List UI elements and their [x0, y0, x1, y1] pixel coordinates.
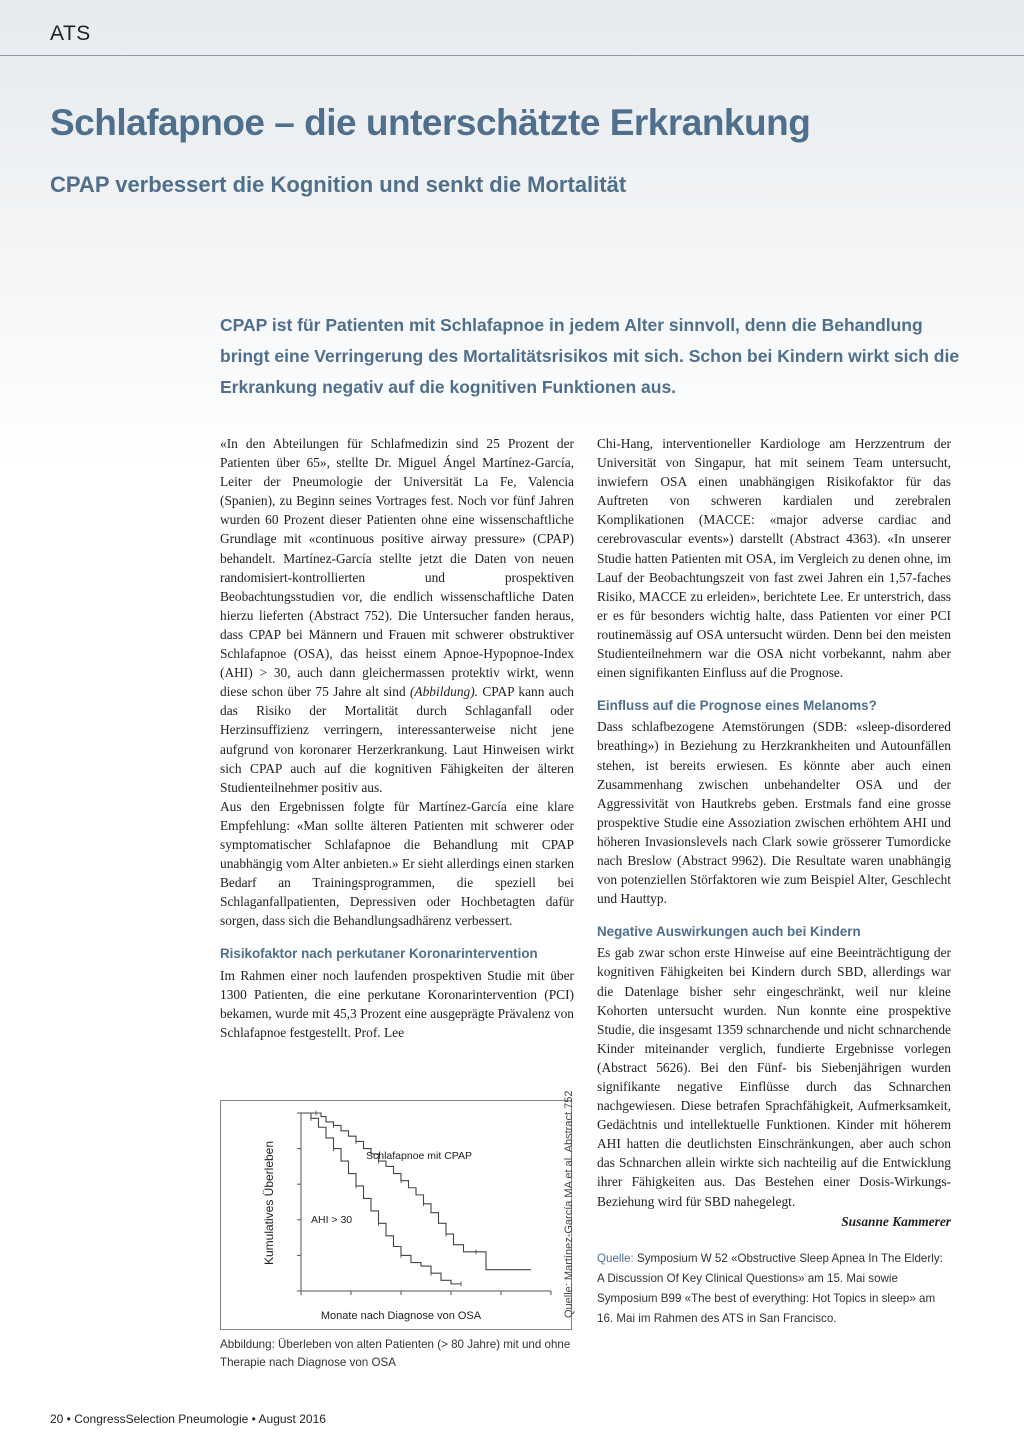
article-lead: CPAP ist für Patienten mit Schlafapnoe in jedem Alter sinnvoll, denn die Behandlung bringt eine Verringerung des Mortalitätsrisikos mit sich. Schon bei Kindern wirkt sich die Erkrankung negativ auf die kognitiven Funktionen aus.: [220, 315, 960, 397]
paragraph: Im Rahmen einer noch laufenden prospektiven Studie mit über 1300 Patienten, die eine perkutane Koronarintervention (PCI) bekamen, wurde mit 45,3 Prozent eine ausgeprägte Prävalenz von Schlafapnoe festgestellt. Prof. Lee: [220, 967, 574, 1040]
figure-caption: Abbildung: Überleben von alten Patienten (> 80 Jahre) mit und ohne Therapie nach Diagnose von OSA: [220, 1338, 571, 1369]
source-text: Symposium W 52 «Obstructive Sleep Apnea In The Elderly: A Discussion Of Key Clinical Questions» am 15. Mai sowie Symposium B99 «The best of everything: Hot Topics in sleep» am 16. Mai im Rahmen des ATS in San Francisco.: [597, 1251, 943, 1325]
source-note: [597, 1249, 951, 1329]
paragraph-text: «In den Abteilungen für Schlafmedizin sind 25 Prozent der Patienten über 65», stellte Dr. Miguel Ángel Martínez-García, Leiter der Pneumologie der Universität La Fe, Valencia (Spanien), zu Beginn seines Vortrages fest. Noch vor fünf Jahren wurden 60 Prozent dieser Patienten ohne eine wissenschaftliche Grundlage mit «continuous positive airway pressure» (CPAP) behandelt. Martínez-García stellte jetzt die Daten von neuen randomisiert-kontrollierten und prospektiven Beobachtungsstudien vor, die endlich wissenschaftliche Daten hierzu lieferten (Abstract 752). Die Untersucher fanden heraus, dass CPAP bei Männern und Frauen mit schwerer obstruktiver Schlafapnoe (OSA), das heisst einem Apnoe-Hypopnoe-Index (AHI) > 30, auch dann gleichermassen protektiv wirkt, wenn diese schon über 75 Jahre alt sind: [220, 436, 574, 700]
author-name: Susanne Kammerer: [841, 1213, 951, 1229]
y-axis-label: Kumulatives Überleben: [262, 1140, 276, 1266]
page-footer: 20 • CongressSelection Pneumologie • August 2016: [50, 1412, 326, 1426]
series-label-ahi: AHI > 30: [311, 1214, 353, 1226]
section-heading: Negative Auswirkungen auch bei Kindern: [597, 924, 861, 940]
series-line-ahi: [301, 1113, 461, 1284]
x-axis-label: Monate nach Diagnose von OSA: [320, 1310, 482, 1322]
paragraph: [220, 434, 574, 797]
paragraph: Chi-Hang, interventioneller Kardiologe am Herzzentrum der Universität von Singapur, hat mit seinem Team untersucht, inwiefern OSA einen unabhängigen Risikofaktor für das Auftreten von schweren kardialen und zerebralen Komplikationen (MACCE: «major adverse cardiac and cerebrovascular events») darstellt (Abstract 4363). «In unserer Studie hatten Patienten mit OSA, im Vergleich zu denen ohne, im Lauf der Beobachtungszeit von fast zwei Jahren ein 1,57-faches Risiko, MACCE zu erleiden», berichtete Lee. Er unterstrich, dass er es für besonders wichtig halte, dass Patienten vor einer PCI routinemässig auf OSA untersucht würden. Denn bei den meisten Studienteilnehmern war die OSA nicht vorbekannt, nahm aber einen signifikanten Einfluss auf die Prognose.: [597, 436, 951, 681]
paragraph: Dass schlafbezogene Atemstörungen (SDB: «sleep-disordered breathing») in Beziehung zu Herzkrankheiten und Autounfällen stehen, ist bereits erwiesen. Es könnte aber auch einen Zusammenhang zwischen unbehandelter OSA und der Aggressivität von Hautkrebs geben. Erstmals fand eine grosse prospektive Studie eine Assoziation zwischen erhöhtem AHI und höheren Invasionslevels nach Clark sowie grösserer Tumordicke nach Breslow (Abstract 9962). Die Resultate waren unabhängig von potenziellen Störfaktoren wie zum Beispiel Alter, Geschlecht und Hauttyp.: [597, 719, 951, 907]
column-left: [220, 434, 574, 1042]
series-line-cpap: [301, 1113, 531, 1270]
survival-chart: [221, 1101, 571, 1329]
source-label: Quelle:: [597, 1251, 634, 1265]
section-tag: ATS: [50, 22, 91, 45]
header-rule: [0, 55, 1024, 56]
series-label-cpap: Schlafapnoe mit CPAP: [366, 1150, 473, 1162]
figure-source: Quelle: Martínez-García MA et al. Abstract 752: [563, 1090, 575, 1318]
article-title: Schlafapnoe – die unterschätzte Erkrankung: [50, 102, 811, 143]
figure-reference: (Abbildung).: [409, 684, 479, 700]
survival-chart-figure: [220, 1100, 572, 1330]
paragraph: Es gab zwar schon erste Hinweise auf eine Beeinträchtigung der kognitiven Fähigkeiten bei Kindern durch SBD, allerdings war die Datenlage bisher sehr eingeschränkt, weil nur kleine Kohorten untersucht wurden. Nun konnte eine prospektive Studie, die insgesamt 1359 schnarchende und nicht schnarchende Kinder miteinander verglich, fundierte Ergebnisse vorlegen (Abstract 5626). Bei den Fünf- bis Siebenjährigen wurden signifikante negative Einflüsse durch das Schnarchen nachgewiesen. Diese betrafen Sprachfähigkeit, Aufmerksamkeit, Gedächtnis und intellektuelle Funktionen. Kinder mit höherem AHI hatten die deutlichsten Einschränkungen, aber auch schon das Schnarchen allein wirkte sich nachteilig auf die Entwicklung ihrer Fähigkeiten aus. Das Bestehen einer Dosis-Wirkungs-Beziehung wird für SBD nahegelegt.: [597, 945, 951, 1209]
paragraph-text: CPAP kann auch das Risiko der Mortalität durch Schlaganfall oder Herzinsuffizienz verringern, interessanterweise nicht jene aufgrund von koronarer Herzerkrankung. Laut Hinweisen wirkt sich CPAP auch auf die kognitiven Fähigkeiten der älteren Studienteilnehmer positiv aus.: [220, 684, 574, 795]
section-heading: Einfluss auf die Prognose eines Melanoms?: [597, 698, 877, 714]
paragraph: Aus den Ergebnissen folgte für Martínez-García eine klare Empfehlung: «Man sollte älteren Patienten mit schwerer oder symptomatischer Schlafapnoe die Behandlung mit CPAP unabhängig vom Alter anbieten.» Er sieht allerdings einen starken Bedarf an Trainingsprogrammen, die speziell bei Schlaganfallpatienten, Depressiven oder Hochbetagten dafür sorgen, dass sich die Behandlungsadhärenz verbessert.: [220, 798, 574, 929]
section-heading: Risikofaktor nach perkutaner Koronarintervention: [220, 946, 538, 962]
article-subtitle: CPAP verbessert die Kognition und senkt die Mortalität: [50, 172, 627, 197]
column-right: [597, 434, 951, 1329]
